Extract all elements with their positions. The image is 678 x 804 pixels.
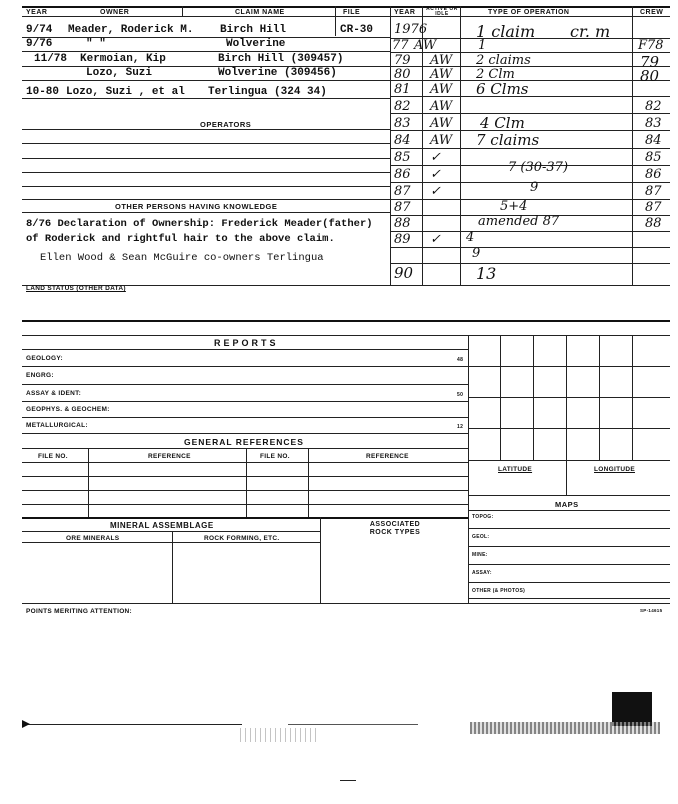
map-other: OTHER (& PHOTOS) xyxy=(472,588,526,594)
owner-year: 10-80 xyxy=(26,86,60,98)
row-line xyxy=(22,186,390,187)
reports-top-border xyxy=(22,320,670,322)
grid-line xyxy=(468,397,670,398)
coowners-note: Ellen Wood & Sean McGuire co-owners Terlingua xyxy=(40,252,324,264)
grid-line xyxy=(566,335,567,495)
activity-crew: 87 xyxy=(645,184,662,199)
report-number: 12 xyxy=(457,424,464,430)
claim-name: Birch Hill (309457) xyxy=(218,53,344,65)
header-claim-name: CLAIM NAME xyxy=(235,9,285,16)
activity-type: 4 Clm xyxy=(480,114,525,132)
activity-year: 83 xyxy=(394,116,411,131)
divider xyxy=(468,582,670,583)
activity-type: 2 Clm xyxy=(476,67,515,82)
activity-crew-divider xyxy=(632,6,633,286)
activity-year: 90 xyxy=(394,264,414,282)
activity-crew: 83 xyxy=(645,116,662,131)
map-topog: TOPOG: xyxy=(472,514,494,520)
activity-row-line xyxy=(390,199,670,200)
form-code: SP-14615 xyxy=(640,608,663,613)
activity-year: 1976 xyxy=(394,22,428,37)
divider xyxy=(468,564,670,565)
row-line xyxy=(22,158,390,159)
activity-type: 13 xyxy=(476,264,497,283)
owner-year: 11/78 xyxy=(34,53,68,65)
activity-crew: 85 xyxy=(645,150,662,165)
activity-status: ✓ xyxy=(430,184,441,199)
activity-type: amended 87 xyxy=(478,214,560,229)
row-line xyxy=(22,212,390,213)
longitude-label: LONGITUDE xyxy=(594,466,635,473)
activity-row-line xyxy=(390,247,670,248)
activity-status: AW xyxy=(430,116,453,131)
report-geology: GEOLOGY: xyxy=(26,355,63,362)
activity-status: AW xyxy=(430,67,453,82)
divider xyxy=(22,384,468,385)
claim-name: Birch Hill xyxy=(220,24,287,36)
file-number: CR-30 xyxy=(340,24,374,36)
scan-artifact-line xyxy=(340,780,356,781)
report-metallurgical: METALLURGICAL: xyxy=(26,422,88,429)
divider xyxy=(468,598,670,599)
activity-year: 82 xyxy=(394,99,411,114)
activity-status: ✓ xyxy=(430,232,441,247)
divider xyxy=(468,495,670,496)
report-assay: ASSAY & IDENT: xyxy=(26,390,82,397)
mineral-assemblage-title: MINERAL ASSEMBLAGE xyxy=(110,521,214,530)
activity-year: 89 xyxy=(394,232,411,247)
divider xyxy=(22,401,468,402)
divider xyxy=(246,448,247,518)
owner-name: Lozo, Suzi , et al xyxy=(66,86,185,98)
report-geophys: GEOPHYS. & GEOCHEM: xyxy=(26,406,110,413)
activity-year: 77 xyxy=(392,38,409,53)
claim-name: Wolverine (309456) xyxy=(218,67,337,79)
divider xyxy=(88,448,89,518)
scan-noise xyxy=(240,728,320,742)
divider xyxy=(335,6,336,36)
map-assay: ASSAY: xyxy=(472,570,492,576)
declaration-line-2: of Roderick and rightful hair to the above claim. xyxy=(26,233,335,245)
activity-type: 4 xyxy=(466,230,475,245)
divider xyxy=(22,366,468,367)
header-file: FILE xyxy=(343,9,361,16)
activity-year: 87 xyxy=(394,200,411,215)
activity-type: 1 xyxy=(478,38,487,53)
divider xyxy=(468,546,670,547)
map-mine: MINE: xyxy=(472,552,488,558)
activity-type: 7 (30-37) xyxy=(508,160,569,175)
divider xyxy=(22,349,468,350)
activity-left-border xyxy=(390,6,391,286)
scan-noise xyxy=(470,722,660,734)
divider xyxy=(22,417,468,418)
header-owner: OWNER xyxy=(100,9,130,16)
activity-type: 6 Clms xyxy=(476,80,529,98)
activity-type: 9 xyxy=(530,180,539,195)
activity-year: 86 xyxy=(394,167,411,182)
scan-arrow-mark xyxy=(22,720,30,728)
activity-crew: 82 xyxy=(645,99,662,114)
owner-name: Lozo, Suzi xyxy=(86,67,153,79)
activity-crew: 86 xyxy=(645,167,662,182)
divider xyxy=(182,6,183,16)
divider xyxy=(468,510,670,511)
row-line xyxy=(22,143,390,144)
report-engrg: ENGRG: xyxy=(26,372,54,379)
row-line xyxy=(22,51,390,52)
grid-line xyxy=(468,366,670,367)
divider xyxy=(308,448,309,518)
header-type-of-operation: TYPE OF OPERATION xyxy=(488,9,570,16)
row-line xyxy=(22,80,390,81)
general-references-title: GENERAL REFERENCES xyxy=(184,437,304,447)
divider xyxy=(172,531,173,603)
divider xyxy=(22,517,468,519)
owner-name: Kermoian, Kip xyxy=(80,53,166,65)
row-line xyxy=(22,98,390,99)
activity-year: 80 xyxy=(394,67,411,82)
right-panel-border xyxy=(468,335,469,603)
file-no-header: FILE NO. xyxy=(38,453,68,460)
activity-crew: 87 xyxy=(645,200,662,215)
report-number: 50 xyxy=(457,392,464,398)
land-status-label: LAND STATUS (OTHER DATA) xyxy=(26,285,126,292)
other-persons-label: OTHER PERSONS HAVING KNOWLEDGE xyxy=(115,202,278,211)
row-line xyxy=(22,129,390,130)
claim-name: Wolverine xyxy=(226,38,286,50)
activity-crew: cr. m xyxy=(570,22,611,41)
activity-crew: F78 xyxy=(638,38,664,53)
divider xyxy=(22,531,320,532)
activity-status: AW xyxy=(430,82,453,97)
activity-crew: 88 xyxy=(645,216,662,231)
owner-name: Meader, Roderick M. xyxy=(68,24,194,36)
activity-status: AW xyxy=(414,38,437,53)
activity-status: AW xyxy=(430,99,453,114)
activity-status: ✓ xyxy=(430,167,441,182)
activity-crew: 79 xyxy=(640,53,660,71)
scan-artifact-line xyxy=(22,724,242,725)
latitude-label: LATITUDE xyxy=(498,466,533,473)
activity-year: 79 xyxy=(394,53,411,68)
operators-label: OPERATORS xyxy=(200,120,252,129)
associated-rock-types: ASSOCIATED ROCK TYPES xyxy=(369,521,421,536)
divider xyxy=(320,517,321,603)
owner-year: 9/74 xyxy=(26,24,53,36)
divider xyxy=(22,603,670,604)
points-meriting-attention: POINTS MERITING ATTENTION: xyxy=(26,608,133,615)
header-year-2: YEAR xyxy=(394,9,416,16)
divider xyxy=(22,335,670,336)
divider xyxy=(22,542,320,543)
activity-status: ✓ xyxy=(430,150,441,165)
activity-year: 88 xyxy=(394,216,411,231)
declaration-line-1: 8/76 Declaration of Ownership: Frederick Meader(father) xyxy=(26,218,373,230)
divider xyxy=(468,528,670,529)
reference-header: REFERENCE xyxy=(366,453,409,460)
owner-year: 9/76 xyxy=(26,38,53,50)
row-line xyxy=(22,172,390,173)
activity-year: 84 xyxy=(394,133,411,148)
activity-status-divider xyxy=(460,6,461,286)
row-line xyxy=(22,199,390,200)
activity-type: 1 claim xyxy=(476,22,536,41)
header-crew: CREW xyxy=(640,9,664,16)
reports-title: REPORTS xyxy=(214,338,279,348)
owner-name: " " xyxy=(86,38,106,50)
grid-line xyxy=(468,428,670,429)
header-active-idle: ACTIVE OR IDLE xyxy=(426,6,458,17)
activity-type: 7 claims xyxy=(476,131,540,149)
map-geol: GEOL: xyxy=(472,534,490,540)
report-number: 48 xyxy=(457,357,464,363)
activity-status: AW xyxy=(430,53,453,68)
row-line xyxy=(22,37,390,38)
ore-minerals-header: ORE MINERALS xyxy=(66,535,120,542)
activity-crew: 84 xyxy=(645,133,662,148)
activity-type: 5+4 xyxy=(500,199,528,214)
header-divider xyxy=(22,16,670,17)
activity-type: 9 xyxy=(472,246,481,261)
reference-header: REFERENCE xyxy=(148,453,191,460)
top-border xyxy=(22,6,670,8)
file-no-header: FILE NO. xyxy=(260,453,290,460)
activity-year: 87 xyxy=(394,184,411,199)
activity-status: AW xyxy=(430,133,453,148)
scan-block-mark xyxy=(612,692,652,726)
maps-title: MAPS xyxy=(555,500,579,509)
activity-year: 85 xyxy=(394,150,411,165)
header-year: YEAR xyxy=(26,9,48,16)
scan-artifact-line xyxy=(288,724,418,725)
divider xyxy=(22,433,468,434)
rock-forming-header: ROCK FORMING, ETC. xyxy=(204,535,280,542)
activity-row-line xyxy=(390,263,670,264)
activity-type: 2 claims xyxy=(476,53,531,68)
grid-line xyxy=(468,460,670,461)
activity-crew: 80 xyxy=(640,67,660,85)
activity-year: 81 xyxy=(394,82,411,97)
claim-name: Terlingua (324 34) xyxy=(208,86,327,98)
